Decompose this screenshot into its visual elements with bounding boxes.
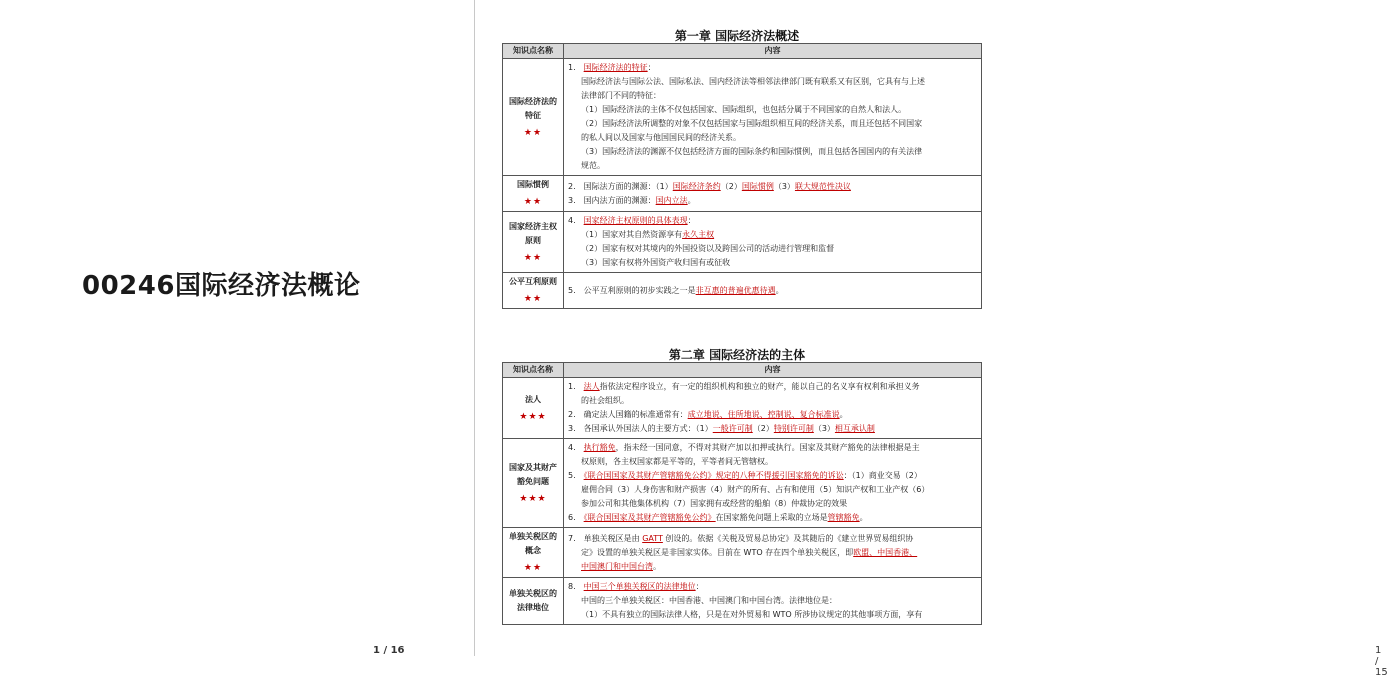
highlighted-term: 特别许可制 xyxy=(773,424,814,433)
knowledge-point-label: 公平互利原则 xyxy=(509,277,557,286)
highlighted-term: 中国澳门和中国台湾 xyxy=(581,561,653,571)
knowledge-point-name xyxy=(503,378,564,439)
table-row xyxy=(503,378,982,439)
knowledge-point-content xyxy=(564,578,982,625)
content-text: 2. 国际法方面的渊源：（1） xyxy=(568,181,673,191)
highlighted-term: 执行豁免 xyxy=(583,443,616,452)
content-line xyxy=(568,532,977,546)
highlighted-term: 管辖豁免 xyxy=(827,513,860,522)
content-line xyxy=(568,89,977,103)
content-text: 3. 各国承认外国法人的主要方式：（1） xyxy=(568,424,713,433)
importance-stars: ★★ xyxy=(523,127,543,138)
content-line xyxy=(568,580,977,594)
table-row xyxy=(503,59,982,176)
header-content: 内容 xyxy=(564,44,982,59)
content-text: 。 xyxy=(859,513,868,522)
content-line xyxy=(568,469,977,483)
highlighted-term: GATT xyxy=(642,533,663,543)
content-text: （1）国际经济法的主体不仅包括国家、国际组织，也包括分属于不同国家的自然人和法人。 xyxy=(581,105,907,114)
content-text: 规范。 xyxy=(581,161,605,170)
content-text: 的私人间以及国家与他国国民间的经济关系。 xyxy=(581,133,741,142)
content-line xyxy=(568,214,977,228)
content-line xyxy=(568,228,977,242)
content-line xyxy=(568,131,977,145)
knowledge-point-name xyxy=(503,439,564,528)
knowledge-point-name xyxy=(503,176,564,212)
highlighted-term: 《联合国国家及其财产管辖豁免公约》 xyxy=(583,513,716,522)
knowledge-point-content xyxy=(564,176,982,212)
content-text: 5. xyxy=(568,471,584,480)
book-title: 00246国际经济法概论 xyxy=(82,271,361,301)
content-line xyxy=(568,145,977,159)
content-line xyxy=(568,608,977,622)
table-header-row xyxy=(503,363,982,378)
content-text: 中国的三个单独关税区：中国香港、中国澳门和中国台湾。法律地位是： xyxy=(581,596,837,605)
highlighted-term: 国际惯例 xyxy=(741,181,774,191)
knowledge-point-content xyxy=(564,273,982,309)
knowledge-point-content xyxy=(564,439,982,528)
content-text: 2. 确定法人国籍的标准通常有： xyxy=(568,410,688,419)
content-line xyxy=(568,159,977,173)
content-text: 。 xyxy=(775,285,784,295)
content-line xyxy=(568,103,977,117)
highlighted-term: 相互承认制 xyxy=(834,424,875,433)
content-line xyxy=(568,560,977,574)
chapter2-title: 第二章 国际经济法的主体 xyxy=(668,348,806,362)
highlighted-term: 永久主权 xyxy=(682,230,715,239)
content-text: （2） xyxy=(752,424,774,433)
importance-stars: ★★★ xyxy=(519,493,547,504)
content-text: 。 xyxy=(653,561,661,571)
right-page-number: 1 / 15 xyxy=(1375,645,1388,678)
content-line xyxy=(568,483,977,497)
importance-stars: ★★ xyxy=(523,252,543,263)
content-text: （3） xyxy=(773,181,795,191)
highlighted-term: 一般许可制 xyxy=(712,424,753,433)
content-line xyxy=(568,594,977,608)
highlighted-term: 国际经济条约 xyxy=(672,181,721,191)
knowledge-point-name xyxy=(503,578,564,625)
knowledge-point-name xyxy=(503,528,564,578)
content-line xyxy=(568,408,977,422)
knowledge-point-content xyxy=(564,378,982,439)
knowledge-point-content xyxy=(564,528,982,578)
content-line xyxy=(568,546,977,560)
content-line xyxy=(568,497,977,511)
highlighted-term: 欧盟、中国香港、 xyxy=(853,547,918,557)
content-text: ： xyxy=(647,63,656,72)
content-text: （2）国际经济法所调整的对象不仅包括国家与国际组织相互间的经济关系，而且还包括不同国家 xyxy=(581,119,923,128)
knowledge-point-label: 单独关税区的概念 xyxy=(509,532,557,555)
highlighted-term: 成立地说、住所地说、控制说、复合标准说 xyxy=(687,410,840,419)
importance-stars: ★★ xyxy=(523,197,543,207)
table-row xyxy=(503,273,982,309)
content-line xyxy=(568,61,977,75)
content-text: 。 xyxy=(687,195,696,205)
content-line xyxy=(568,455,977,469)
header-name: 知识点名称 xyxy=(503,363,564,378)
knowledge-point-label: 单独关税区的法律地位 xyxy=(509,589,557,612)
highlighted-term: 联大规范性决议 xyxy=(794,181,851,191)
content-line xyxy=(568,194,977,208)
importance-stars: ★★ xyxy=(523,563,543,573)
content-line xyxy=(568,75,977,89)
table-row xyxy=(503,578,982,625)
right-page xyxy=(475,0,1388,678)
knowledge-point-name xyxy=(503,273,564,309)
highlighted-term: 中国三个单独关税区的法律地位 xyxy=(583,582,696,591)
content-text: ，指未经一国同意，不得对其财产加以扣押或执行。国家及其财产豁免的法律根据是主 xyxy=(615,443,920,452)
content-text: 创设的。依据《关税及贸易总协定》及其随后的《建立世界贸易组织协 xyxy=(662,533,914,543)
knowledge-point-name xyxy=(503,59,564,176)
left-page-number: 1 / 16 xyxy=(373,645,405,656)
highlighted-term: 国内立法 xyxy=(655,195,688,205)
content-line xyxy=(568,242,977,256)
knowledge-point-label: 国际惯例 xyxy=(517,180,549,189)
highlighted-term: 法人 xyxy=(583,382,600,391)
left-page xyxy=(0,0,474,656)
knowledge-point-label: 国家经济主权原则 xyxy=(509,221,557,245)
content-text: 法律部门不同的特征： xyxy=(581,91,661,100)
content-text: 5. 公平互利原则的初步实践之一是 xyxy=(568,285,696,295)
content-text: 3. 国内法方面的渊源： xyxy=(568,195,656,205)
content-line xyxy=(568,394,977,408)
content-text: （3） xyxy=(813,424,835,433)
content-text: 在国家豁免问题上采取的立场是 xyxy=(715,513,828,522)
content-text: 8. xyxy=(568,582,584,591)
knowledge-point-label: 法人 xyxy=(525,394,541,404)
content-text: 。 xyxy=(839,410,848,419)
content-text: 参加公司和其他集体机构（7）国家拥有或经营的船舶（8）仲裁协定的效果 xyxy=(581,499,848,508)
content-line xyxy=(568,511,977,525)
content-text: 7. 单独关税区是由 xyxy=(568,533,643,543)
knowledge-point-content xyxy=(564,59,982,176)
chapter1-title: 第一章 国际经济法概述 xyxy=(674,29,800,43)
knowledge-point-content xyxy=(564,212,982,273)
header-content: 内容 xyxy=(564,363,982,378)
table-row xyxy=(503,176,982,212)
content-text: （2） xyxy=(720,181,742,191)
chapter1-table xyxy=(502,43,982,309)
importance-stars: ★★★ xyxy=(519,411,547,422)
content-line xyxy=(568,117,977,131)
highlighted-term: 《联合国国家及其财产管辖豁免公约》规定的八种不得援引国家豁免的诉讼 xyxy=(583,471,844,480)
knowledge-point-label: 国际经济法的特征 xyxy=(509,96,557,120)
knowledge-point-name xyxy=(503,212,564,273)
content-text: ： xyxy=(695,582,704,591)
content-text: （1）国家对其自然资源享有 xyxy=(581,230,683,239)
header-name: 知识点名称 xyxy=(503,44,564,59)
content-text: 雇佣合同（3）人身伤害和财产损害（4）财产的所有、占有和使用（5）知识产权和工业产权（6） xyxy=(581,485,930,494)
knowledge-point-label: 国家及其财产豁免问题 xyxy=(509,462,557,486)
content-text: 指依法定程序设立，有一定的组织机构和独立的财产，能以自己的名义享有权利和承担义务 xyxy=(599,382,920,391)
chapter2-table xyxy=(502,362,982,625)
content-line xyxy=(568,380,977,394)
table-row xyxy=(503,528,982,578)
highlighted-term: 国家经济主权原则的具体表现 xyxy=(583,216,688,225)
highlighted-term: 国际经济法的特征 xyxy=(583,63,648,72)
content-text: 国际经济法与国际公法、国际私法、国内经济法等相邻法律部门既有联系又有区别，它具有与上述 xyxy=(581,77,925,86)
content-text: 1. xyxy=(568,382,584,391)
content-text: 权原则，各主权国家都是平等的，平等者间无管辖权。 xyxy=(581,457,773,466)
table-row xyxy=(503,212,982,273)
content-line xyxy=(568,441,977,455)
content-text: 4. xyxy=(568,443,584,452)
content-text: ：（1）商业交易（2） xyxy=(843,471,922,480)
content-text: ： xyxy=(687,216,696,225)
content-text: 定》设置的单独关税区是非国家实体。目前在 WTO 存在四个单独关税区，即 xyxy=(581,547,854,557)
table-header-row xyxy=(503,44,982,59)
content-text: 6. xyxy=(568,513,584,522)
content-text: 的社会组织。 xyxy=(581,396,629,405)
content-line xyxy=(568,256,977,270)
content-line xyxy=(568,180,977,194)
table-row xyxy=(503,439,982,528)
content-text: （3）国家有权将外国资产收归国有或征收 xyxy=(581,258,731,267)
content-line xyxy=(568,422,977,436)
content-text: 4. xyxy=(568,216,584,225)
content-text: （3）国际经济法的渊源不仅包括经济方面的国际条约和国际惯例，而且包括各国国内的有关法律 xyxy=(581,147,923,156)
highlighted-term: 非互惠的普遍优惠待遇 xyxy=(695,285,776,295)
content-text: （2）国家有权对其境内的外国投资以及跨国公司的活动进行管理和监督 xyxy=(581,244,835,253)
content-line xyxy=(568,284,977,298)
importance-stars: ★★ xyxy=(523,294,543,304)
content-text: 1. xyxy=(568,63,584,72)
content-text: （1）不具有独立的国际法律人格，只是在对外贸易和 WTO 所涉协议规定的其他事项方面，享有 xyxy=(581,610,923,619)
